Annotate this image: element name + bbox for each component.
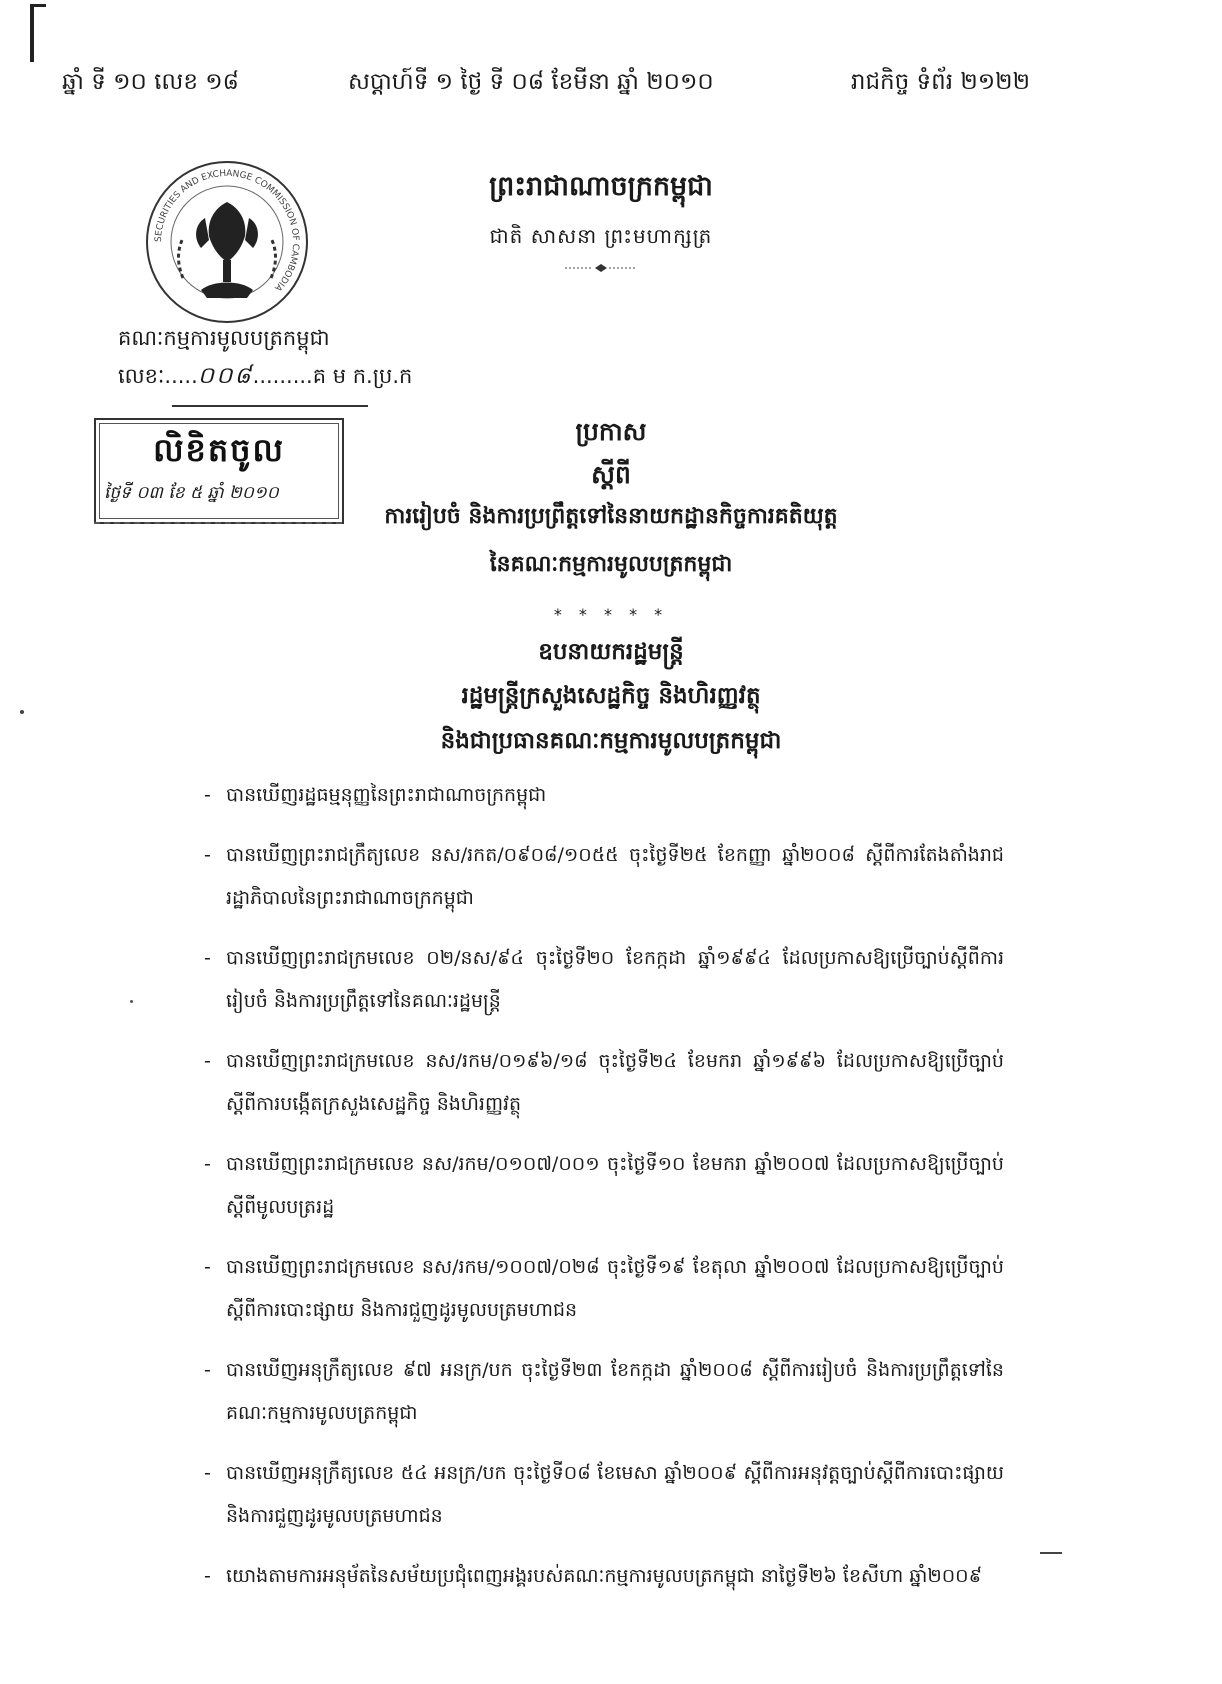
clause-item: - បានឃើញព្រះរាជក្រឹត្យលេខ នស/រកត/០៩០៨/១០៥៥ ចុះថ្ងៃទី២៥ ខែកញ្ញា ឆ្នាំ២០០៨ ស្ដីពីការតែងតាំងរាជរដ្ឋាភិបាលនៃព្រះរាជាណាចក្រកម្ពុជា xyxy=(204,834,1004,920)
official-title-1: ឧបនាយករដ្ឋមន្ត្រី xyxy=(538,639,684,665)
seal-ring-text: SECURITIES AND EXCHANGE COMMISSION OF CAMBODIA xyxy=(153,168,301,293)
clause-text: បានឃើញរដ្ឋធម្មនុញ្ញនៃព្រះរាជាណាចក្រកម្ពុជា xyxy=(226,784,547,806)
issuing-agency: គណៈកម្មការមូលបត្រកម្ពុជា xyxy=(118,326,330,350)
kingdom-heading xyxy=(436,170,766,273)
scan-speck xyxy=(20,710,24,714)
clause-item: - យោងតាមការអនុម័តនៃសម័យប្រជុំពេញអង្គរបស់គណៈកម្មការមូលបត្រកម្ពុជា នាថ្ងៃទី២៦ ខែសីហា ឆ្នាំ២០០៩ xyxy=(204,1555,1004,1598)
official-title-2: រដ្ឋមន្ត្រីក្រសួងសេដ្ឋកិច្ច និងហិរញ្ញវត្ថុ xyxy=(461,683,761,709)
stars-separator: * * * * * xyxy=(553,605,669,624)
scan-mark xyxy=(1040,1552,1062,1554)
clause-text: បានឃើញអនុក្រឹត្យលេខ ៥៤ អនក្រ/បក ចុះថ្ងៃទី០៨ ខែមេសា ឆ្នាំ២០០៩ ស្ដីពីការអនុវត្តច្បាប់ស្ដីពីការបោះផ្សាយ និងការជួញដូរមូលបត្រមហាជន xyxy=(226,1462,1004,1527)
clause-text: បានឃើញព្រះរាជក្រមលេខ នស/រកម/១០០៧/០២៨ ចុះថ្ងៃទី១៩ ខែតុលា ឆ្នាំ២០០៧ ដែលប្រកាសឱ្យប្រើច្បាប់ស្ដីពីការបោះផ្សាយ និងការជួញដូរមូលបត្រមហាជន xyxy=(226,1256,1004,1321)
stamp-title: លិខិតចូល xyxy=(153,431,285,469)
kingdom-name: ព្រះរាជាណាចក្រកម្ពុជា xyxy=(489,171,713,202)
clause-item: - បានឃើញព្រះរាជក្រមលេខ នស/រកម/១០០៧/០២៨ ចុះថ្ងៃទី១៩ ខែតុលា ឆ្នាំ២០០៧ ដែលប្រកាសឱ្យប្រើច្បាប់ស្ដីពីការបោះផ្សាយ និងការជួញដូរមូលបត្រមហាជន xyxy=(204,1246,1004,1332)
subject-line-2: នៃគណៈកម្មការមូលបត្រកម្ពុជា xyxy=(489,552,733,577)
securities-commission-seal-icon xyxy=(143,158,311,326)
clause-item: - បានឃើញអនុក្រឹត្យលេខ ៩៧ អនក្រ/បក ចុះថ្ងៃទី២៣ ខែកក្កដា ឆ្នាំ២០០៨ ស្ដីពីការរៀបចំ និងការប្រព្រឹត្តទៅនៃគណៈកម្មការមូលបត្រកម្ពុជា xyxy=(204,1349,1004,1435)
official-title-3: និងជាប្រធានគណៈកម្មការមូលបត្រកម្ពុជា xyxy=(440,728,782,754)
clause-item: - បានឃើញព្រះរាជក្រមលេខ ០២/នស/៩៤ ចុះថ្ងៃទី២០ ខែកក្កដា ឆ្នាំ១៩៩៤ ដែលប្រកាសឱ្យប្រើច្បាប់ស្ដីពីការរៀបចំ និងការប្រព្រឹត្តទៅនៃគណៈរដ្ឋមន្ត្រី xyxy=(204,937,1004,1023)
scan-edge-mark-top xyxy=(30,4,46,7)
stamp-date: ថ្ងៃទី ០៣ ខែ ៥ ឆ្នាំ ២០១០ xyxy=(104,483,279,503)
clause-text: បានឃើញព្រះរាជក្រឹត្យលេខ នស/រកត/០៩០៨/១០៥៥ ចុះថ្ងៃទី២៥ ខែកញ្ញា ឆ្នាំ២០០៨ ស្ដីពីការតែងតាំងរាជរដ្ឋាភិបាលនៃព្រះរាជាណាចក្រកម្ពុជា xyxy=(226,844,1004,909)
clause-text: បានឃើញព្រះរាជក្រមលេខ ០២/នស/៩៤ ចុះថ្ងៃទី២០ ខែកក្កដា ឆ្នាំ១៩៩៤ ដែលប្រកាសឱ្យប្រើច្បាប់ស្ដីពីការរៀបចំ និងការប្រព្រឹត្តទៅនៃគណៈរដ្ឋមន្ត្រី xyxy=(226,947,1004,1012)
clause-item: - បានឃើញព្រះរាជក្រមលេខ នស/រកម/០១៩៦/១៨ ចុះថ្ងៃទី២៤ ខែមករា ឆ្នាំ១៩៩៦ ដែលប្រកាសឱ្យប្រើច្បាប់ស្ដីពីការបង្កើតក្រសួងសេដ្ឋកិច្ច និងហិរញ្ញវត្ថុ xyxy=(204,1040,1004,1126)
national-motto: ជាតិ សាសនា ព្រះមហាក្សត្រ xyxy=(489,224,713,248)
ornament-divider-icon xyxy=(563,263,639,273)
clause-text: យោងតាមការអនុម័តនៃសម័យប្រជុំពេញអង្គរបស់គណៈកម្មការមូលបត្រកម្ពុជា នាថ្ងៃទី២៦ ខែសីហា ឆ្នាំ២០០៩ xyxy=(226,1565,983,1587)
gazette-date: សប្ដាហ៍ទី ១ ថ្ងៃ ទី ០៨ ខែមីនា ឆ្នាំ ២០១០ xyxy=(348,69,714,95)
preamble-clauses xyxy=(204,774,1004,1615)
gazette-year-number: ឆ្នាំ ទី ១០ លេខ ១៨ xyxy=(62,69,239,95)
clause-text: បានឃើញព្រះរាជក្រមលេខ នស/រកម/០១០៧/០០១ ចុះថ្ងៃទី១០ ខែមករា ឆ្នាំ២០០៧ ដែលប្រកាសឱ្យប្រើច្បាប់ស្ដីពីមូលបត្ររដ្ឋ xyxy=(226,1153,1004,1218)
reference-number: ០០៨ xyxy=(197,363,253,389)
clause-text: បានឃើញអនុក្រឹត្យលេខ ៩៧ អនក្រ/បក ចុះថ្ងៃទី២៣ ខែកក្កដា ឆ្នាំ២០០៨ ស្ដីពីការរៀបចំ និងការប្រព្រឹត្តទៅនៃគណៈកម្មការមូលបត្រកម្ពុជា xyxy=(226,1359,1004,1424)
subject-line-1: ការរៀបចំ និងការប្រព្រឹត្តទៅនៃនាយកដ្ឋានកិច្ចការគតិយុត្ត xyxy=(384,504,838,529)
scan-edge-mark xyxy=(30,4,34,62)
reference-number-line xyxy=(118,362,412,395)
clause-item: - បានឃើញរដ្ឋធម្មនុញ្ញនៃព្រះរាជាណាចក្រកម្ពុជា xyxy=(204,774,1004,817)
agency-divider xyxy=(172,405,368,407)
reference-suffix: .........គ ម ក.ប្រ.ក xyxy=(252,364,413,388)
clause-item: - បានឃើញអនុក្រឹត្យលេខ ៥៤ អនក្រ/បក ចុះថ្ងៃទី០៨ ខែមេសា ឆ្នាំ២០០៩ ស្ដីពីការអនុវត្តច្បាប់ស្ដីពីការបោះផ្សាយ និងការជួញដូរមូលបត្រមហាជន xyxy=(204,1452,1004,1538)
document-type-title: ប្រកាស xyxy=(575,417,647,446)
reference-prefix: លេខៈ..... xyxy=(118,364,198,388)
clause-item: - បានឃើញព្រះរាជក្រមលេខ នស/រកម/០១០៧/០០១ ចុះថ្ងៃទី១០ ខែមករា ឆ្នាំ២០០៧ ដែលប្រកាសឱ្យប្រើច្បាប់ស្ដីពីមូលបត្ររដ្ឋ xyxy=(204,1143,1004,1229)
clause-text: បានឃើញព្រះរាជក្រមលេខ នស/រកម/០១៩៦/១៨ ចុះថ្ងៃទី២៤ ខែមករា ឆ្នាំ១៩៩៦ ដែលប្រកាសឱ្យប្រើច្បាប់ស្ដីពីការបង្កើតក្រសួងសេដ្ឋកិច្ច និងហិរញ្ញវត្ថុ xyxy=(226,1050,1004,1115)
gazette-page: រាជកិច្ច ទំព័រ ២១២២ xyxy=(850,69,1030,95)
regarding-label: ស្ដីពី xyxy=(591,460,631,489)
scan-speck xyxy=(130,1000,133,1003)
